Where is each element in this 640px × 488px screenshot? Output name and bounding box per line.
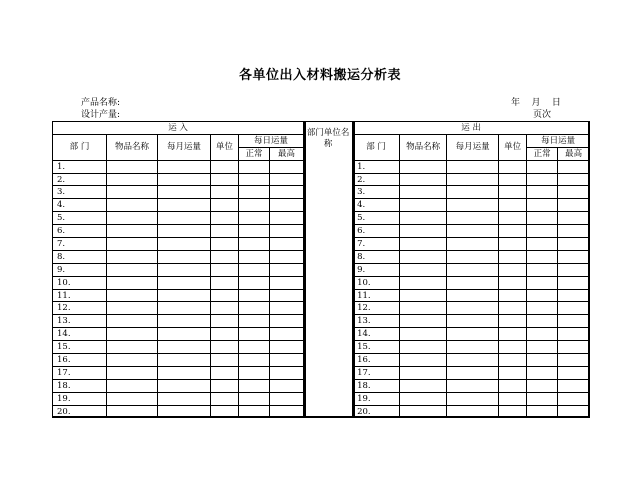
in-daily-header: 每日运量 <box>239 134 304 147</box>
in-normal-cell[interactable] <box>239 263 270 276</box>
in-monthly-cell[interactable] <box>158 186 211 199</box>
out-item-name-header: 物品名称 <box>400 134 447 160</box>
out-normal-cell[interactable] <box>527 199 558 212</box>
in-normal-cell[interactable] <box>239 392 270 405</box>
middle-dept-column <box>304 122 353 418</box>
out-normal-cell[interactable] <box>527 250 558 263</box>
out-max-header: 最高 <box>558 147 590 160</box>
in-unit-header: 单位 <box>211 134 239 160</box>
out-item-name-cell[interactable] <box>400 250 447 263</box>
out-item-name-cell[interactable] <box>400 186 447 199</box>
out-item-name-cell[interactable] <box>400 354 447 367</box>
in-row-number: 8. <box>53 250 107 263</box>
in-unit-cell[interactable] <box>211 392 239 405</box>
out-monthly-cell[interactable] <box>447 186 499 199</box>
page-title: 各单位出入材料搬运分析表 <box>238 68 401 83</box>
in-monthly-cell[interactable] <box>158 379 211 392</box>
out-unit-cell[interactable] <box>499 354 527 367</box>
out-unit-cell[interactable] <box>499 405 527 418</box>
in-item-name-cell[interactable] <box>107 289 158 302</box>
out-row-number: 5. <box>353 212 400 225</box>
out-row-number: 11. <box>353 289 400 302</box>
out-row-number: 4. <box>353 199 400 212</box>
out-normal-header: 正常 <box>527 147 558 160</box>
out-monthly-cell[interactable] <box>447 173 499 186</box>
out-normal-cell[interactable] <box>527 405 558 418</box>
in-max-header: 最高 <box>270 147 304 160</box>
in-max-cell[interactable] <box>270 392 304 405</box>
out-item-name-cell[interactable] <box>400 225 447 238</box>
out-item-name-cell[interactable] <box>400 289 447 302</box>
in-unit-cell[interactable] <box>211 199 239 212</box>
out-item-name-cell[interactable] <box>400 405 447 418</box>
in-unit-cell[interactable] <box>211 366 239 379</box>
in-item-name-cell[interactable] <box>107 238 158 251</box>
in-max-cell[interactable] <box>270 263 304 276</box>
out-row-number: 13. <box>353 315 400 328</box>
out-item-name-cell[interactable] <box>400 328 447 341</box>
in-monthly-cell[interactable] <box>158 341 211 354</box>
in-max-cell[interactable] <box>270 160 304 173</box>
in-dept-header: 部 门 <box>53 134 107 160</box>
in-item-name-header: 物品名称 <box>107 134 158 160</box>
in-item-name-cell[interactable] <box>107 186 158 199</box>
out-row-number: 9. <box>353 263 400 276</box>
out-unit-cell[interactable] <box>499 263 527 276</box>
in-max-cell[interactable] <box>270 366 304 379</box>
in-row-number: 18. <box>53 379 107 392</box>
out-unit-cell[interactable] <box>499 186 527 199</box>
in-unit-cell[interactable] <box>211 289 239 302</box>
out-normal-cell[interactable] <box>527 392 558 405</box>
in-max-cell[interactable] <box>270 354 304 367</box>
out-unit-cell[interactable] <box>499 212 527 225</box>
out-monthly-cell[interactable] <box>447 199 499 212</box>
out-item-name-cell[interactable] <box>400 392 447 405</box>
in-unit-cell[interactable] <box>211 328 239 341</box>
out-row-number: 6. <box>353 225 400 238</box>
out-monthly-cell[interactable] <box>447 315 499 328</box>
out-item-name-cell[interactable] <box>400 263 447 276</box>
in-row-number: 12. <box>53 302 107 315</box>
in-max-cell[interactable] <box>270 199 304 212</box>
out-unit-cell[interactable] <box>499 199 527 212</box>
table-grid <box>52 121 590 418</box>
in-normal-cell[interactable] <box>239 328 270 341</box>
in-max-cell[interactable] <box>270 315 304 328</box>
out-row-number: 8. <box>353 250 400 263</box>
out-row-number: 17. <box>353 366 400 379</box>
in-monthly-cell[interactable] <box>158 289 211 302</box>
header-row-group <box>53 122 590 135</box>
in-max-cell[interactable] <box>270 379 304 392</box>
in-monthly-cell[interactable] <box>158 173 211 186</box>
out-row-number: 3. <box>353 186 400 199</box>
out-unit-cell[interactable] <box>499 250 527 263</box>
middle-dept-header: 部门单位名称 <box>306 128 350 149</box>
in-item-name-cell[interactable] <box>107 328 158 341</box>
in-normal-cell[interactable] <box>239 315 270 328</box>
in-monthly-cell[interactable] <box>158 366 211 379</box>
date-label: 年 月 日 <box>511 98 561 108</box>
in-unit-cell[interactable] <box>211 263 239 276</box>
out-max-cell[interactable] <box>558 186 590 199</box>
in-unit-cell[interactable] <box>211 160 239 173</box>
product-name-label: 产品名称: <box>81 98 121 108</box>
in-monthly-cell[interactable] <box>158 225 211 238</box>
out-max-cell[interactable] <box>558 160 590 173</box>
transport-analysis-table <box>52 121 589 417</box>
in-monthly-cell[interactable] <box>158 238 211 251</box>
out-unit-cell[interactable] <box>499 341 527 354</box>
in-row-number: 9. <box>53 263 107 276</box>
in-unit-cell[interactable] <box>211 186 239 199</box>
out-row-number: 14. <box>353 328 400 341</box>
page-number-label: 页次 <box>533 110 552 120</box>
out-max-cell[interactable] <box>558 289 590 302</box>
in-monthly-cell[interactable] <box>158 199 211 212</box>
out-row-number: 7. <box>353 238 400 251</box>
in-item-name-cell[interactable] <box>107 405 158 418</box>
out-unit-cell[interactable] <box>499 315 527 328</box>
in-unit-cell[interactable] <box>211 341 239 354</box>
out-normal-cell[interactable] <box>527 379 558 392</box>
out-unit-cell[interactable] <box>499 302 527 315</box>
in-max-cell[interactable] <box>270 302 304 315</box>
out-normal-cell[interactable] <box>527 302 558 315</box>
out-unit-cell[interactable] <box>499 276 527 289</box>
out-item-name-cell[interactable] <box>400 199 447 212</box>
in-max-cell[interactable] <box>270 238 304 251</box>
in-unit-cell[interactable] <box>211 238 239 251</box>
out-monthly-cell[interactable] <box>447 328 499 341</box>
in-item-name-cell[interactable] <box>107 392 158 405</box>
in-normal-cell[interactable] <box>239 250 270 263</box>
out-monthly-cell[interactable] <box>447 366 499 379</box>
out-monthly-header: 每月运量 <box>447 134 499 160</box>
in-row-number: 5. <box>53 212 107 225</box>
out-unit-cell[interactable] <box>499 238 527 251</box>
out-unit-cell[interactable] <box>499 379 527 392</box>
out-monthly-cell[interactable] <box>447 289 499 302</box>
in-row-number: 7. <box>53 238 107 251</box>
in-item-name-cell[interactable] <box>107 263 158 276</box>
out-item-name-cell[interactable] <box>400 366 447 379</box>
out-unit-cell[interactable] <box>499 225 527 238</box>
out-row-number: 15. <box>353 341 400 354</box>
out-normal-cell[interactable] <box>527 173 558 186</box>
in-row-number: 3. <box>53 186 107 199</box>
in-monthly-cell[interactable] <box>158 250 211 263</box>
in-normal-cell[interactable] <box>239 354 270 367</box>
out-row-number: 20. <box>353 405 400 418</box>
in-monthly-header: 每月运量 <box>158 134 211 160</box>
middle-divider-left <box>304 121 306 417</box>
out-normal-cell[interactable] <box>527 186 558 199</box>
out-max-cell[interactable] <box>558 405 590 418</box>
in-unit-cell[interactable] <box>211 173 239 186</box>
out-row-number: 10. <box>353 276 400 289</box>
out-normal-cell[interactable] <box>527 328 558 341</box>
in-normal-header: 正常 <box>239 147 270 160</box>
in-max-cell[interactable] <box>270 173 304 186</box>
out-unit-cell[interactable] <box>499 173 527 186</box>
out-row-number: 18. <box>353 379 400 392</box>
out-monthly-cell[interactable] <box>447 263 499 276</box>
in-max-cell[interactable] <box>270 250 304 263</box>
out-max-cell[interactable] <box>558 225 590 238</box>
out-unit-header: 单位 <box>499 134 527 160</box>
out-row-number: 12. <box>353 302 400 315</box>
in-monthly-cell[interactable] <box>158 263 211 276</box>
in-row-number: 13. <box>53 315 107 328</box>
out-item-name-cell[interactable] <box>400 173 447 186</box>
in-unit-cell[interactable] <box>211 276 239 289</box>
out-max-cell[interactable] <box>558 173 590 186</box>
out-monthly-cell[interactable] <box>447 276 499 289</box>
in-monthly-cell[interactable] <box>158 160 211 173</box>
in-unit-cell[interactable] <box>211 405 239 418</box>
out-item-name-cell[interactable] <box>400 160 447 173</box>
in-unit-cell[interactable] <box>211 250 239 263</box>
out-monthly-cell[interactable] <box>447 302 499 315</box>
out-normal-cell[interactable] <box>527 263 558 276</box>
out-normal-cell[interactable] <box>527 289 558 302</box>
in-monthly-cell[interactable] <box>158 405 211 418</box>
in-max-cell[interactable] <box>270 289 304 302</box>
out-item-name-cell[interactable] <box>400 212 447 225</box>
out-normal-cell[interactable] <box>527 354 558 367</box>
out-max-cell[interactable] <box>558 379 590 392</box>
in-row-number: 14. <box>53 328 107 341</box>
out-normal-cell[interactable] <box>527 212 558 225</box>
in-row-number: 17. <box>53 366 107 379</box>
in-row-number: 15. <box>53 341 107 354</box>
in-row-number: 1. <box>53 160 107 173</box>
inbound-group-header: 运 入 <box>53 122 304 135</box>
out-item-name-cell[interactable] <box>400 379 447 392</box>
in-row-number: 11. <box>53 289 107 302</box>
out-max-cell[interactable] <box>558 199 590 212</box>
in-monthly-cell[interactable] <box>158 328 211 341</box>
in-normal-cell[interactable] <box>239 379 270 392</box>
out-row-number: 16. <box>353 354 400 367</box>
out-max-cell[interactable] <box>558 212 590 225</box>
in-unit-cell[interactable] <box>211 302 239 315</box>
in-monthly-cell[interactable] <box>158 212 211 225</box>
out-row-number: 19. <box>353 392 400 405</box>
out-monthly-cell[interactable] <box>447 341 499 354</box>
in-max-cell[interactable] <box>270 341 304 354</box>
in-item-name-cell[interactable] <box>107 160 158 173</box>
out-max-cell[interactable] <box>558 328 590 341</box>
out-unit-cell[interactable] <box>499 366 527 379</box>
out-max-cell[interactable] <box>558 366 590 379</box>
out-item-name-cell[interactable] <box>400 302 447 315</box>
in-unit-cell[interactable] <box>211 379 239 392</box>
in-max-cell[interactable] <box>270 276 304 289</box>
in-row-number: 19. <box>53 392 107 405</box>
out-max-cell[interactable] <box>558 276 590 289</box>
out-normal-cell[interactable] <box>527 160 558 173</box>
out-max-cell[interactable] <box>558 354 590 367</box>
in-normal-cell[interactable] <box>239 405 270 418</box>
out-max-cell[interactable] <box>558 392 590 405</box>
in-normal-cell[interactable] <box>239 341 270 354</box>
middle-divider-right <box>353 121 355 417</box>
in-row-number: 4. <box>53 199 107 212</box>
in-unit-cell[interactable] <box>211 212 239 225</box>
in-max-cell[interactable] <box>270 328 304 341</box>
in-monthly-cell[interactable] <box>158 302 211 315</box>
in-row-number: 2. <box>53 173 107 186</box>
out-item-name-cell[interactable] <box>400 315 447 328</box>
in-max-cell[interactable] <box>270 186 304 199</box>
out-max-cell[interactable] <box>558 238 590 251</box>
in-monthly-cell[interactable] <box>158 276 211 289</box>
in-max-cell[interactable] <box>270 225 304 238</box>
in-item-name-cell[interactable] <box>107 302 158 315</box>
in-unit-cell[interactable] <box>211 225 239 238</box>
out-item-name-cell[interactable] <box>400 276 447 289</box>
in-item-name-cell[interactable] <box>107 354 158 367</box>
out-monthly-cell[interactable] <box>447 392 499 405</box>
in-item-name-cell[interactable] <box>107 212 158 225</box>
out-monthly-cell[interactable] <box>447 212 499 225</box>
out-normal-cell[interactable] <box>527 225 558 238</box>
out-max-cell[interactable] <box>558 315 590 328</box>
in-monthly-cell[interactable] <box>158 315 211 328</box>
out-normal-cell[interactable] <box>527 366 558 379</box>
in-item-name-cell[interactable] <box>107 315 158 328</box>
out-max-cell[interactable] <box>558 250 590 263</box>
out-max-cell[interactable] <box>558 302 590 315</box>
in-normal-cell[interactable] <box>239 238 270 251</box>
out-daily-header: 每日运量 <box>527 134 590 147</box>
out-monthly-cell[interactable] <box>447 225 499 238</box>
out-normal-cell[interactable] <box>527 238 558 251</box>
out-max-cell[interactable] <box>558 341 590 354</box>
outbound-group-header: 运 出 <box>353 122 590 135</box>
out-unit-cell[interactable] <box>499 289 527 302</box>
in-normal-cell[interactable] <box>239 186 270 199</box>
design-output-label: 设计产量: <box>81 110 121 120</box>
out-row-number: 2. <box>353 173 400 186</box>
in-monthly-cell[interactable] <box>158 354 211 367</box>
out-normal-cell[interactable] <box>527 276 558 289</box>
in-max-cell[interactable] <box>270 212 304 225</box>
out-monthly-cell[interactable] <box>447 379 499 392</box>
in-row-number: 6. <box>53 225 107 238</box>
in-normal-cell[interactable] <box>239 276 270 289</box>
in-normal-cell[interactable] <box>239 212 270 225</box>
out-unit-cell[interactable] <box>499 392 527 405</box>
out-normal-cell[interactable] <box>527 315 558 328</box>
in-normal-cell[interactable] <box>239 302 270 315</box>
in-item-name-cell[interactable] <box>107 276 158 289</box>
out-item-name-cell[interactable] <box>400 238 447 251</box>
in-item-name-cell[interactable] <box>107 379 158 392</box>
in-unit-cell[interactable] <box>211 354 239 367</box>
out-dept-header: 部 门 <box>353 134 400 160</box>
out-item-name-cell[interactable] <box>400 341 447 354</box>
out-max-cell[interactable] <box>558 263 590 276</box>
in-item-name-cell[interactable] <box>107 199 158 212</box>
in-monthly-cell[interactable] <box>158 392 211 405</box>
in-item-name-cell[interactable] <box>107 225 158 238</box>
in-normal-cell[interactable] <box>239 173 270 186</box>
out-monthly-cell[interactable] <box>447 405 499 418</box>
in-row-number: 10. <box>53 276 107 289</box>
out-monthly-cell[interactable] <box>447 354 499 367</box>
in-max-cell[interactable] <box>270 405 304 418</box>
out-normal-cell[interactable] <box>527 341 558 354</box>
out-unit-cell[interactable] <box>499 160 527 173</box>
in-normal-cell[interactable] <box>239 225 270 238</box>
in-normal-cell[interactable] <box>239 289 270 302</box>
in-item-name-cell[interactable] <box>107 250 158 263</box>
out-monthly-cell[interactable] <box>447 250 499 263</box>
in-unit-cell[interactable] <box>211 315 239 328</box>
out-row-number: 1. <box>353 160 400 173</box>
in-row-number: 16. <box>53 354 107 367</box>
out-unit-cell[interactable] <box>499 328 527 341</box>
in-item-name-cell[interactable] <box>107 366 158 379</box>
in-item-name-cell[interactable] <box>107 341 158 354</box>
out-monthly-cell[interactable] <box>447 238 499 251</box>
in-normal-cell[interactable] <box>239 366 270 379</box>
in-normal-cell[interactable] <box>239 199 270 212</box>
in-item-name-cell[interactable] <box>107 173 158 186</box>
in-normal-cell[interactable] <box>239 160 270 173</box>
out-monthly-cell[interactable] <box>447 160 499 173</box>
in-row-number: 20. <box>53 405 107 418</box>
